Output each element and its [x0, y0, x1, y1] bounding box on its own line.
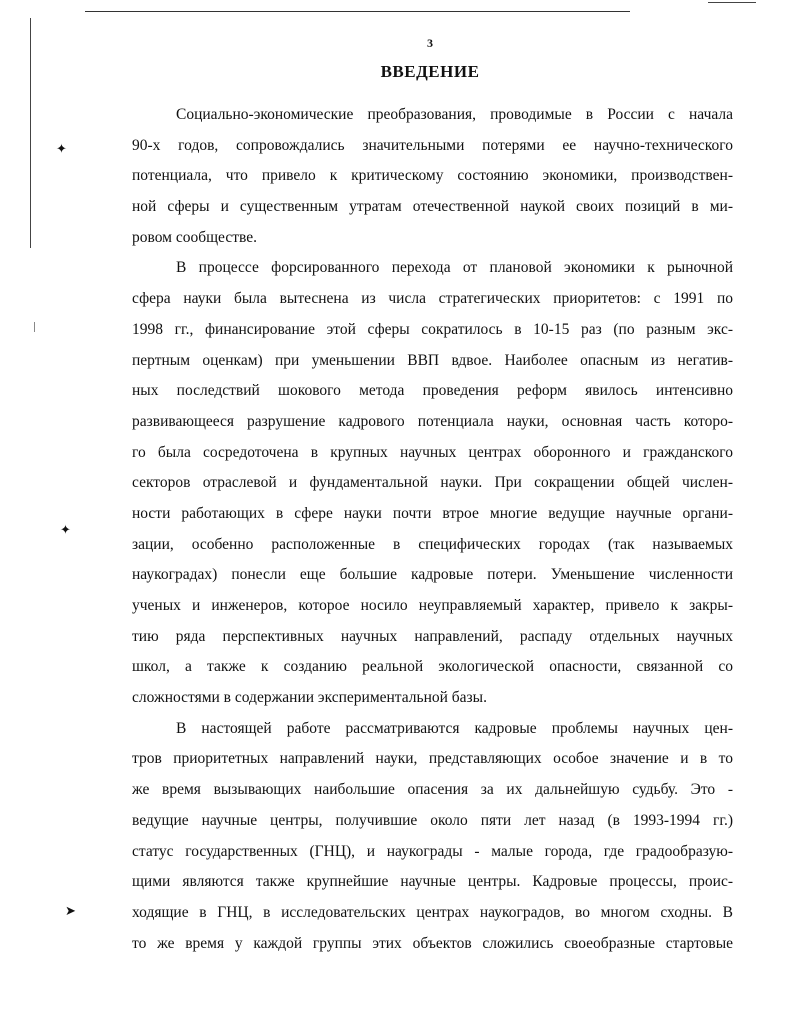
top-rule	[85, 11, 630, 12]
text-line: тров приоритетных направлений науки, представляющих особое значение и в то	[132, 750, 733, 768]
body-text	[132, 100, 733, 959]
text-line: 1998 гг., финансирование этой сферы сократилось в 10-15 раз (по разным экс-	[132, 320, 733, 338]
top-rule-right	[708, 2, 756, 3]
text-line: щими являются также крупнейшие научные центры. Кадровые процессы, проис-	[132, 873, 733, 891]
page-number: 3	[427, 36, 433, 50]
text-line: тию ряда перспективных научных направлений, распаду отдельных научных	[132, 627, 733, 645]
text-line: то же время у каждой группы этих объектов сложились своеобразные стартовые	[132, 934, 733, 952]
text-line: наукоградах) понесли еще большие кадровые потери. Уменьшение численности	[132, 566, 733, 584]
text-line: развивающееся разрушение кадрового потенциала науки, основная часть которо-	[132, 412, 733, 430]
paragraph	[132, 714, 733, 960]
text-line: потенциала, что привело к критическому состоянию экономики, производствен-	[132, 167, 733, 185]
left-margin-tick	[34, 322, 35, 332]
text-line: ной сферы и существенным утратам отечественной наукой своих позиций в ми-	[132, 198, 733, 216]
margin-mark-icon: ✦	[56, 142, 67, 157]
text-line: ности работающих в сфере науки почти втрое многие ведущие научные органи-	[132, 504, 733, 522]
margin-mark-icon: ✦	[60, 523, 71, 538]
text-line: секторов отраслевой и фундаментальной науки. При сокращении общей числен-	[132, 474, 733, 492]
text-line: школ, а также к созданию реальной экологической опасности, связанной со	[132, 658, 733, 676]
text-line: зации, особенно расположенные в специфических городах (так называемых	[132, 535, 733, 553]
margin-mark-icon: ➤	[65, 904, 76, 919]
text-line: ученых и инженеров, которое носило неуправляемый характер, привело к закры-	[132, 597, 733, 614]
text-line: Социально-экономические преобразования, проводимые в России с начала	[176, 106, 733, 123]
text-line: же время вызывающих наибольшие опасения за их дальнейшую судьбу. Это -	[132, 781, 733, 799]
text-line: 90-х годов, сопровождались значительными потерями ее научно-технического	[132, 136, 733, 154]
paragraph	[132, 100, 733, 253]
text-line: ровом сообществе.	[132, 228, 257, 246]
text-line: В процессе форсированного перехода от плановой экономики к рыночной	[176, 259, 733, 277]
text-line: ных последствий шокового метода проведения реформ явилось интенсивно	[132, 382, 733, 400]
text-line: ходящие в ГНЦ, в исследовательских центрах наукоградов, во многом сходны. В	[132, 903, 733, 921]
text-line: В настоящей работе рассматриваются кадровые проблемы научных цен-	[176, 719, 733, 737]
left-margin-rule	[30, 18, 31, 248]
text-line: сложностями в содержании экспериментальной базы.	[132, 689, 487, 707]
paragraph	[132, 253, 733, 713]
text-line: статус государственных (ГНЦ), и наукограды - малые города, где градообразую-	[132, 842, 733, 860]
text-line: пертным оценкам) при уменьшении ВВП вдвое. Наиболее опасным из негатив-	[132, 351, 733, 369]
text-line: ведущие научные центры, получившие около пяти лет назад (в 1993-1994 гг.)	[132, 811, 733, 829]
text-line: го была сосредоточена в крупных научных центрах оборонного и гражданского	[132, 443, 733, 461]
page-title: ВВЕДЕНИЕ	[380, 62, 480, 81]
text-line: сфера науки была вытеснена из числа стратегических приоритетов: с 1991 по	[132, 290, 733, 308]
